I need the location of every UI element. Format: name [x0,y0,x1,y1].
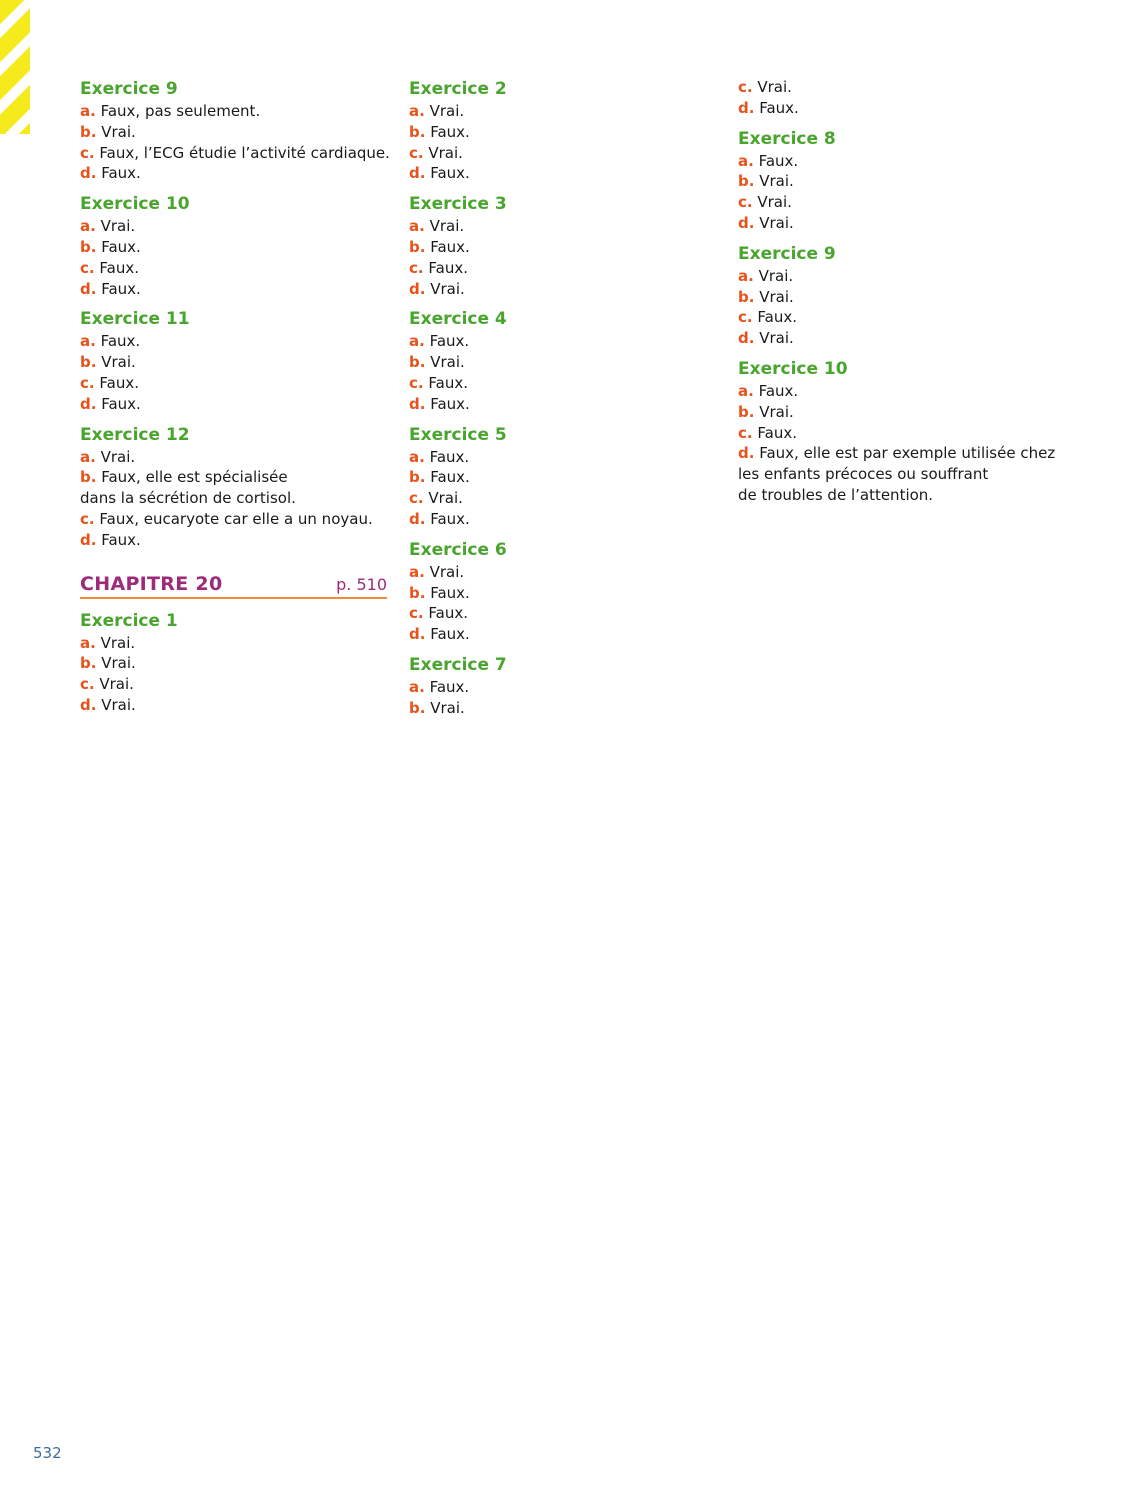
answer-letter: d. [738,444,755,463]
column-1 [80,77,390,724]
answer-letter: a. [409,332,425,351]
answer-line [80,331,390,352]
answer-text: Vrai. [101,654,136,673]
answer-line [80,633,390,654]
answer-letter: d. [80,530,97,549]
exercise-block [80,609,390,716]
answer-line [738,307,1058,328]
answer-letter: b. [409,122,426,141]
exercise-title: Exercice 10 [80,194,190,215]
answer-line [738,287,1058,308]
answer-letter: c. [738,423,753,442]
answer-letter: b. [80,353,97,372]
answer-letter: b. [409,353,426,372]
answer-letter: c. [80,509,95,528]
exercise-title: Exercice 9 [738,243,836,264]
exercise-title: Exercice 10 [738,358,848,379]
exercise-block [409,192,709,299]
answer-line [738,443,1058,464]
answer-letter: d. [80,394,97,413]
exercise-title: Exercice 6 [409,539,507,560]
answer-letter: d. [409,394,426,413]
answer-letter: c. [738,308,753,327]
answer-text: Faux. [430,583,470,602]
answer-letter: a. [80,633,96,652]
answer-text: Vrai. [759,402,794,421]
answer-letter: d. [409,164,426,183]
answer-letter: b. [409,698,426,717]
exercise-title: Exercice 1 [80,610,178,631]
answer-text: Faux. [430,468,470,487]
answer-text: Vrai. [429,562,465,581]
answer-line [80,509,390,530]
exercise-block [80,192,390,299]
answer-text: Vrai. [758,266,794,285]
answer-letter: a. [409,562,425,581]
answer-line [738,77,1058,98]
answer-line [409,258,709,279]
answer-line [80,216,390,237]
answer-letter: b. [409,583,426,602]
answer-letter: c. [409,258,424,277]
answer-letter: d. [738,329,755,348]
answer-letter: d. [738,98,755,117]
exercise-block [409,307,709,414]
answer-text: Vrai. [759,287,794,306]
exercise-title: Exercice 5 [409,424,507,445]
answer-letter: b. [80,654,97,673]
answer-text: Vrai. [100,633,136,652]
answer-line [409,677,709,698]
answer-text: Faux. [759,98,799,117]
answer-line [409,509,709,530]
answer-line [80,530,390,551]
answer-text: Faux. [101,237,141,256]
answer-text: Vrai. [759,213,794,232]
answer-letter: c. [409,489,424,508]
answer-line [80,258,390,279]
chapter-title: CHAPITRE 20 [80,572,223,595]
answer-line [409,352,709,373]
answer-continuation: les enfants précoces ou souffrant [738,465,989,484]
answer-letter: b. [738,287,755,306]
answer-letter: c. [738,193,753,212]
exercise-title: Exercice 4 [409,309,507,330]
answer-letter: a. [738,266,754,285]
answer-text: Faux. [101,164,141,183]
answer-line [409,624,709,645]
answer-line [80,467,390,488]
answer-letter: b. [738,402,755,421]
answer-letter: c. [80,373,95,392]
answer-text: Vrai. [101,353,136,372]
answer-line [409,394,709,415]
answer-letter: d. [738,213,755,232]
answer-letter: a. [80,217,96,236]
answer-text: Vrai. [430,279,465,298]
answer-line [409,237,709,258]
answer-text: Faux. [430,509,470,528]
chapter-page-ref: p. 510 [336,574,387,594]
answer-line [738,402,1058,423]
answer-line [409,447,709,468]
answer-letter: a. [409,447,425,466]
answer-letter: a. [409,102,425,120]
answer-line [409,279,709,300]
answer-continuation: dans la sécrétion de cortisol. [80,489,296,508]
answer-line [80,122,390,143]
answer-line [80,653,390,674]
answer-text: Faux. [430,237,470,256]
answer-text: Vrai. [430,698,465,717]
exercise-title: Exercice 7 [409,654,507,675]
exercise-title: Exercice 3 [409,194,507,215]
answer-letter: a. [80,332,96,351]
answer-line [409,698,709,719]
answer-letter: d. [80,695,97,714]
exercise-block [409,77,709,184]
answer-letter: c. [409,143,424,162]
answer-line [80,237,390,258]
corner-stripe-decoration [0,0,30,134]
answer-line [409,122,709,143]
answer-letter: b. [738,172,755,191]
answer-line [409,603,709,624]
answer-text: Faux. [429,332,470,351]
exercise-title: Exercice 11 [80,309,190,330]
answer-continuation: de troubles de l’attention. [738,485,934,504]
answer-line [738,171,1058,192]
answer-line [80,394,390,415]
answer-text: Vrai. [759,172,794,191]
answer-letter: a. [409,677,425,696]
answer-text: Faux, elle est par exemple utilisée chez [759,444,1056,463]
exercise-block [80,307,390,414]
answer-letter: a. [738,151,754,170]
answer-letter: c. [409,604,424,623]
answer-text: Faux. [99,258,139,277]
column-3 [738,77,1058,514]
answer-text: Faux. [430,394,470,413]
answer-line [80,163,390,184]
answer-letter: c. [80,258,95,277]
exercise-block [409,653,709,719]
answer-line [409,562,709,583]
answer-text: Faux. [101,279,141,298]
answer-text: Faux. [99,373,139,392]
answer-text: Vrai. [101,122,136,141]
answer-line [80,101,390,122]
exercise-title: Exercice 8 [738,128,836,149]
page-number: 532 [33,1444,62,1462]
answer-letter: c. [738,78,753,96]
answer-line [409,143,709,164]
answer-line [409,163,709,184]
answer-line [80,447,390,468]
exercise-block [409,423,709,530]
answer-letter: d. [80,279,97,298]
answer-text: Vrai. [430,353,465,372]
answer-letter: c. [80,675,95,694]
exercise-block [738,242,1058,349]
answer-line [738,423,1058,444]
answer-text: Vrai. [428,489,463,508]
answer-text: Faux. [758,381,799,400]
answer-line [80,695,390,716]
answer-line [738,192,1058,213]
answer-text: Vrai. [99,675,134,694]
answer-text: Vrai. [100,447,136,466]
answer-line [80,674,390,695]
answer-letter: a. [80,102,96,120]
answer-line [409,583,709,604]
answer-line [80,352,390,373]
answer-line [409,101,709,122]
answer-letter: b. [80,468,97,487]
answer-text: Vrai. [101,695,136,714]
answer-text: Vrai. [428,143,463,162]
answer-text: Vrai. [429,217,465,236]
answer-text: Vrai. [757,78,792,96]
answer-text: Faux. [101,530,141,549]
answer-letter: b. [409,237,426,256]
answer-text: Faux. [757,308,797,327]
exercise-block [738,127,1058,234]
answer-text: Faux. [429,447,470,466]
answer-letter: a. [409,217,425,236]
answer-line [409,488,709,509]
answer-line [409,373,709,394]
answer-text: Faux. [429,677,470,696]
exercise-block [738,357,1058,506]
exercise-title: Exercice 2 [409,79,507,99]
answer-line [409,467,709,488]
answer-text: Vrai. [100,217,136,236]
answer-text: Vrai. [757,193,792,212]
exercise-block [80,423,390,551]
answer-line [409,331,709,352]
answer-text: Faux. [101,394,141,413]
answer-text: Faux. [430,122,470,141]
answer-line [738,151,1058,172]
answer-letter: a. [738,381,754,400]
answer-text: Vrai. [759,329,794,348]
answer-letter: b. [80,237,97,256]
answer-text: Faux. [430,164,470,183]
answer-line [409,216,709,237]
answer-text: Faux, l’ECG étudie l’activité cardiaque. [99,143,390,162]
answer-letter: d. [409,509,426,528]
answer-line [80,143,390,164]
answer-line [80,373,390,394]
answer-line [80,279,390,300]
answer-letter: d. [409,279,426,298]
answer-letter: b. [80,122,97,141]
answer-text: Faux. [428,373,468,392]
exercise-title: Exercice 12 [80,424,190,445]
answer-line [738,266,1058,287]
answer-text: Faux. [100,332,141,351]
answer-text: Vrai. [429,102,465,120]
answer-text: Faux. [430,625,470,644]
answer-text: Faux, eucaryote car elle a un noyau. [99,509,373,528]
column-2 [409,77,709,727]
answer-letter: d. [409,625,426,644]
answer-letter: c. [409,373,424,392]
answer-line [738,98,1058,119]
answer-line [738,213,1058,234]
answer-letter: b. [409,468,426,487]
exercise-block [409,538,709,645]
answer-line [738,381,1058,402]
answer-text: Faux. [757,423,797,442]
answer-letter: a. [80,447,96,466]
answer-text: Faux. [758,151,799,170]
answer-letter: d. [80,164,97,183]
exercise-block-continued [738,77,1058,119]
answer-line [738,328,1058,349]
exercise-block [80,77,390,184]
answer-text: Faux, pas seulement. [100,102,261,120]
answer-text: Faux. [428,604,468,623]
answer-text: Faux. [428,258,468,277]
answer-text: Faux, elle est spécialisée [101,468,288,487]
answer-letter: c. [80,143,95,162]
exercise-title: Exercice 9 [80,79,178,99]
chapter-heading [80,573,387,599]
